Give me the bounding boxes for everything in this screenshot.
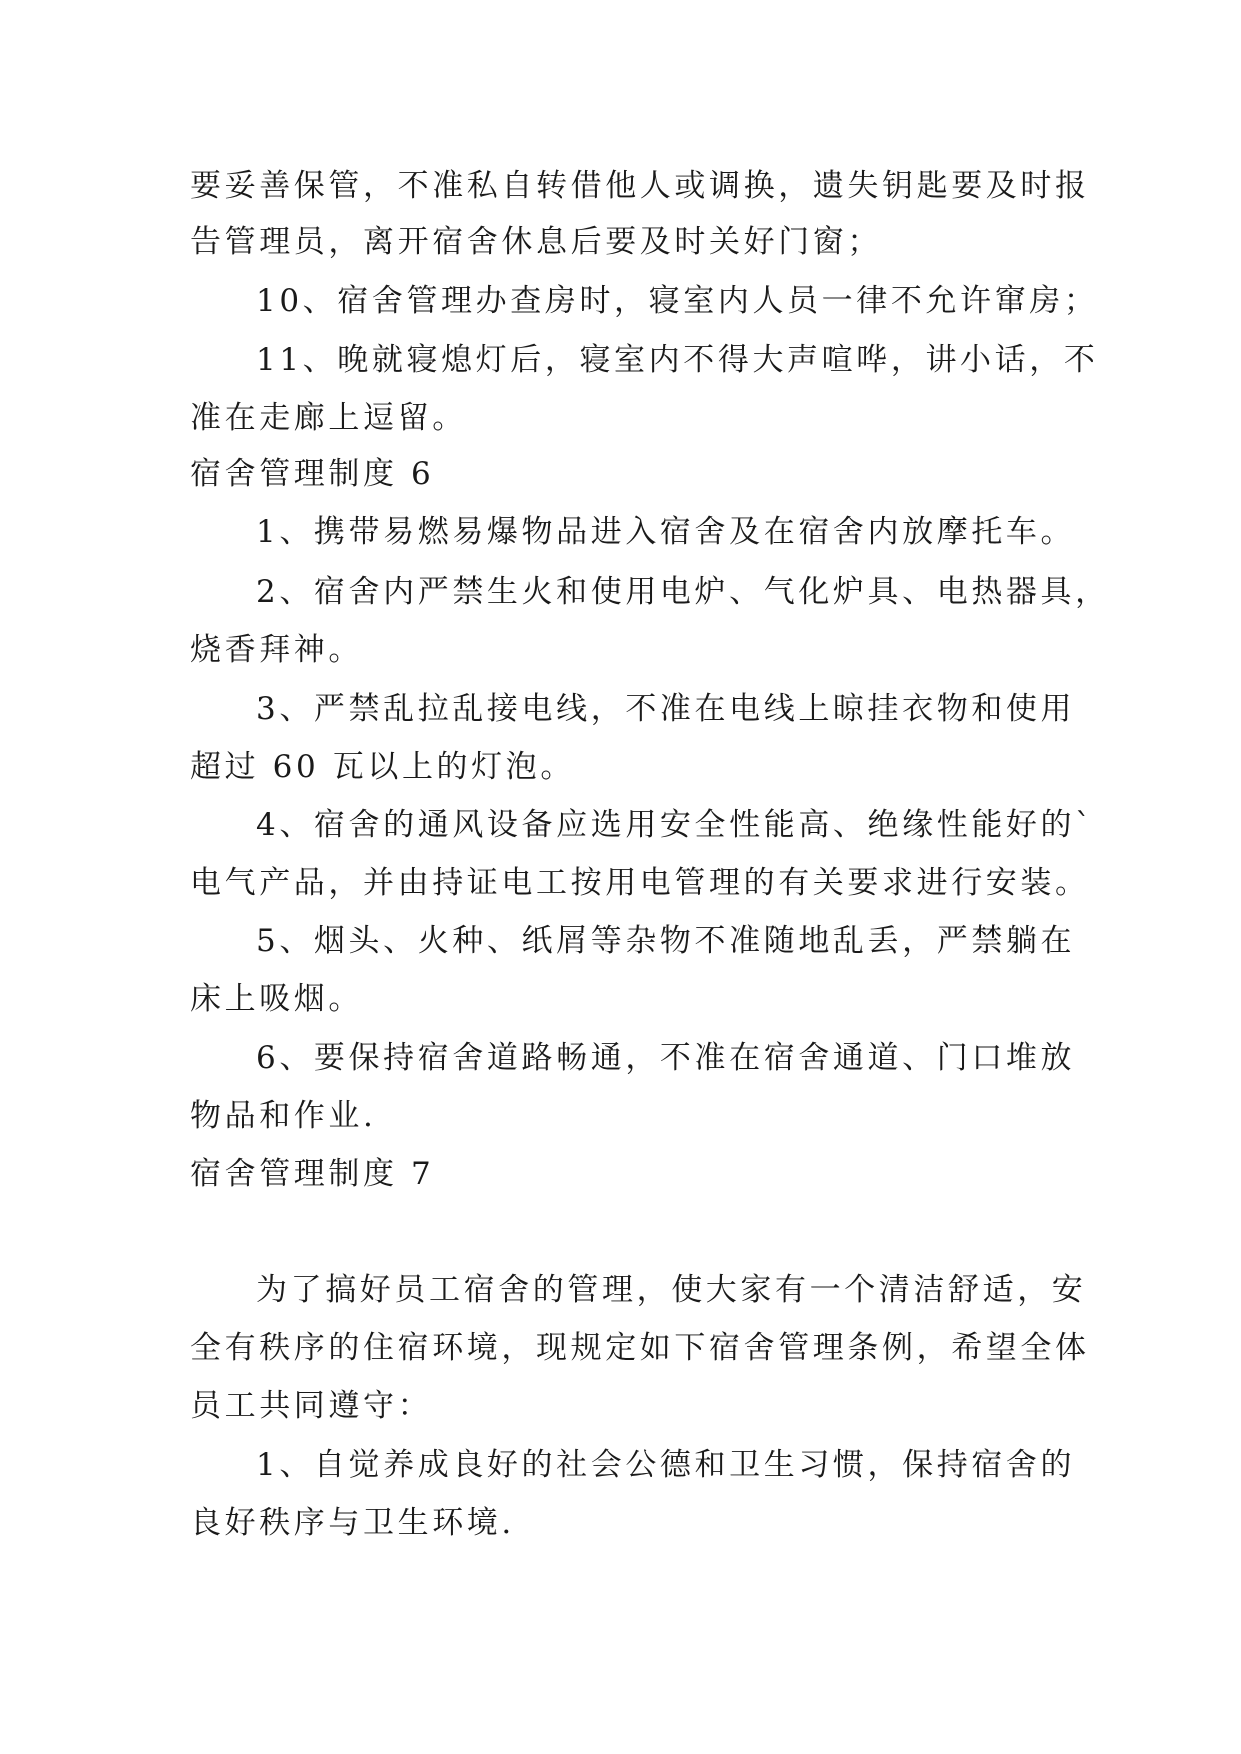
paragraph-line: 1、携带易燃易爆物品进入宿舍及在宿舍内放摩托车。 bbox=[256, 514, 1076, 550]
section-heading: 宿舍管理制度 7 bbox=[190, 1156, 435, 1192]
paragraph-line: 为了搞好员工宿舍的管理，使大家有一个清洁舒适，安 bbox=[256, 1272, 1087, 1308]
paragraph-line: 4、宿舍的通风设备应选用安全性能高、绝缘性能好的` bbox=[256, 807, 1095, 843]
paragraph-line: 要妥善保管，不准私自转借他人或调换，遗失钥匙要及时报 bbox=[190, 168, 1090, 204]
paragraph-line: 10、宿舍管理办查房时，寝室内人员一律不允许窜房； bbox=[256, 283, 1099, 319]
paragraph-line: 物品和作业. bbox=[190, 1098, 377, 1134]
paragraph-line: 超过 60 瓦以上的灯泡。 bbox=[190, 749, 575, 785]
paragraph-line: 床上吸烟。 bbox=[190, 981, 363, 1017]
paragraph-line: 告管理员，离开宿舍休息后要及时关好门窗； bbox=[190, 224, 882, 260]
paragraph-line: 1、自觉养成良好的社会公德和卫生习惯，保持宿舍的 bbox=[256, 1447, 1076, 1483]
paragraph-line: 烧香拜神。 bbox=[190, 632, 363, 668]
paragraph-line: 员工共同遵守： bbox=[190, 1388, 433, 1424]
paragraph-line: 电气产品，并由持证电工按用电管理的有关要求进行安装。 bbox=[190, 865, 1090, 901]
paragraph-line: 2、宿舍内严禁生火和使用电炉、气化炉具、电热器具， bbox=[256, 574, 1110, 610]
paragraph-line: 6、要保持宿舍道路畅通，不准在宿舍通道、门口堆放 bbox=[256, 1040, 1076, 1076]
paragraph-line: 准在走廊上逗留。 bbox=[190, 400, 467, 436]
paragraph-line: 3、严禁乱拉乱接电线，不准在电线上晾挂衣物和使用 bbox=[256, 691, 1076, 727]
paragraph-line: 5、烟头、火种、纸屑等杂物不准随地乱丢，严禁躺在 bbox=[256, 923, 1076, 959]
paragraph-line: 良好秩序与卫生环境. bbox=[190, 1505, 515, 1541]
paragraph-line: 11、晚就寝熄灯后，寝室内不得大声喧哗，讲小话，不 bbox=[256, 342, 1099, 378]
paragraph-line: 全有秩序的住宿环境，现规定如下宿舍管理条例，希望全体 bbox=[190, 1330, 1090, 1366]
section-heading: 宿舍管理制度 6 bbox=[190, 456, 435, 492]
